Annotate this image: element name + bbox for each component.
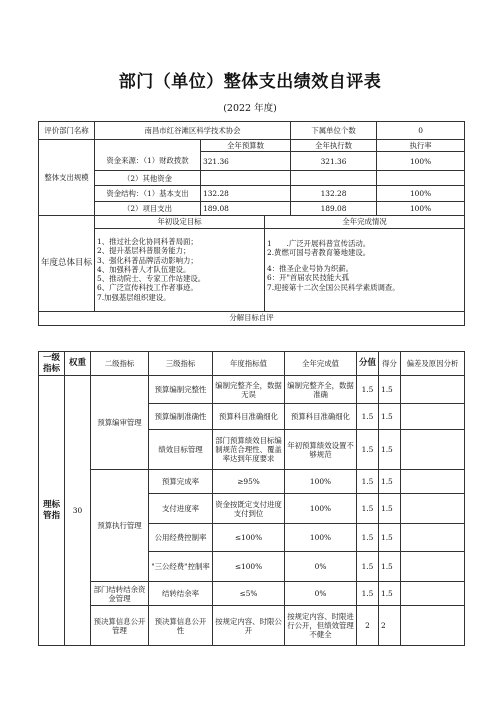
page-title: 部门（单位）整体支出绩效自评表 [118, 72, 382, 92]
l3-indicator: 支付进度率 [149, 494, 213, 524]
col-exec: 全年执行数 [291, 140, 377, 152]
planned-goal-item: 7.加强基层组织建设。 [97, 292, 171, 302]
col-actual: 全年完成情况 [265, 216, 465, 228]
actual-value: 年初预算绩效设置不够规范 [285, 430, 357, 470]
scale-budget: 321.36 [201, 152, 291, 171]
planned-goals [95, 228, 265, 311]
scale-row-label: 资金来源：（1）财政拨款 [95, 152, 201, 171]
col-rate: 执行率 [377, 140, 465, 152]
actual-goal-item: 7.迎接第十二次全国公民科学素质调查。 [267, 282, 400, 292]
header-weight: 权重 [65, 352, 91, 376]
got-value: 1.5 [379, 524, 401, 552]
reason-value [401, 404, 465, 430]
reason-value [401, 582, 465, 606]
header-l3: 三级指标 [149, 352, 213, 376]
score-value: 1.5 [357, 552, 379, 582]
dept-value: 南昌市红谷滩区科学技术协会 [95, 122, 291, 140]
l3-indicator: 预算编制准确性 [149, 404, 213, 430]
actual-goals [265, 228, 465, 311]
planned-goal-item: 6、广泛宣传科技工作者事迹。 [97, 283, 198, 293]
got-value: 1.5 [379, 582, 401, 606]
header-target: 年度指标值 [213, 352, 285, 376]
units-value: 0 [377, 122, 465, 140]
target-value: ≤100% [213, 524, 285, 552]
scale-budget [201, 171, 291, 186]
score-value: 1.5 [357, 430, 379, 470]
scale-header-blank [95, 140, 201, 152]
score-value: 1.5 [357, 524, 379, 552]
target-value: ≥95% [213, 470, 285, 494]
header-score: 分值 [357, 352, 379, 376]
actual-goal-item: 2.黄燃可国号者教育篓地建设。 [267, 247, 371, 257]
reason-value [401, 552, 465, 582]
target-value: ≤5% [213, 582, 285, 606]
scale-row-label: 资金结构：（1）基本支出 [95, 186, 201, 202]
scale-exec [291, 171, 377, 186]
scale-exec: 189.08 [291, 202, 377, 216]
actual-goal-item: 4：推圣企业号协为织薪。 [267, 264, 354, 273]
scale-rate [377, 171, 465, 186]
got-value: 1.5 [379, 470, 401, 494]
got-value: 1.5 [379, 430, 401, 470]
planned-goal-item: 1、推过社会化协同科普局面； [97, 237, 198, 247]
scale-section-label: 整体支出规模 [39, 140, 95, 216]
actual-value: 100% [285, 524, 357, 552]
scale-exec: 321.36 [291, 152, 377, 171]
actual-value: 0% [285, 552, 357, 582]
got-value: 1.5 [379, 376, 401, 404]
score-value: 1.5 [357, 470, 379, 494]
scale-row-label: （2）项目支出 [95, 202, 201, 216]
got-value: 2 [379, 606, 401, 646]
target-value: 编制完整齐全，数据无误 [213, 376, 285, 404]
planned-goal-item: 5、推动院士、专家工作站建设。 [97, 274, 206, 284]
l3-indicator: "三公经费"控制率 [149, 552, 213, 582]
col-planned: 年初设定目标 [95, 216, 265, 228]
indicator-table [38, 351, 465, 646]
actual-value: 预算科目准确细化 [285, 404, 357, 430]
target-value: 预算科目准确细化 [213, 404, 285, 430]
score-value: 1.5 [357, 494, 379, 524]
group-carryover: 部门结转结余资金管理 [91, 582, 149, 606]
got-value: 1.5 [379, 494, 401, 524]
target-value: 资金按既定支付进度支付到位 [213, 494, 285, 524]
col-budget: 全年预算数 [201, 140, 291, 152]
units-label: 下属单位个数 [291, 122, 377, 140]
scale-rate: 100% [377, 152, 465, 171]
score-value: 1.5 [357, 582, 379, 606]
header-actual: 全年完成值 [285, 352, 357, 376]
breakdown-title: 分解目标自评 [39, 311, 465, 325]
l3-indicator: 预算编制完整性 [149, 376, 213, 404]
target-value: 按规定内容、时限公开 [213, 606, 285, 646]
l3-indicator: 绩效目标管理 [149, 430, 213, 470]
scale-rate: 100% [377, 202, 465, 216]
actual-value: 100% [285, 470, 357, 494]
target-value: ≤100% [213, 552, 285, 582]
scale-budget: 132.28 [201, 186, 291, 202]
l1-value: 理标管指 [39, 376, 65, 646]
header-got: 得分 [379, 352, 401, 376]
got-value: 1.5 [379, 552, 401, 582]
header-reason: 偏差及原因分析 [401, 352, 465, 376]
header-l1: 一级指标 [39, 352, 65, 376]
actual-value: 编制完整齐全，数据准确 [285, 376, 357, 404]
weight-value: 30 [65, 376, 91, 646]
l3-indicator: 公用经费控制率 [149, 524, 213, 552]
reason-value [401, 376, 465, 404]
reason-value [401, 606, 465, 646]
planned-goal-item: 2、提升基层科普服务能力； [97, 246, 191, 256]
group-budget-review: 预算编审管理 [91, 376, 149, 470]
reason-value [401, 430, 465, 470]
scale-exec: 132.28 [291, 186, 377, 202]
group-budget-execution: 预算执行管理 [91, 470, 149, 582]
got-value: 1.5 [379, 404, 401, 430]
score-value: 1.5 [357, 404, 379, 430]
reason-value [401, 494, 465, 524]
actual-value: 按规定内容、时限进行公开，但绩效管理不健全 [285, 606, 357, 646]
goals-section-label: 年度总体目标 [39, 216, 95, 311]
actual-value: 100% [285, 494, 357, 524]
dept-label: 评价部门名称 [39, 122, 95, 140]
actual-goal-item: 6：开"首届农民技能大孤 [267, 273, 350, 283]
score-value: 2 [357, 606, 379, 646]
scale-budget: 189.08 [201, 202, 291, 216]
actual-goal-item: 1 .广泛开展科普宣传活动。 [267, 238, 371, 248]
reason-value [401, 524, 465, 552]
reason-value [401, 470, 465, 494]
target-value: 部门预算绩效目标编制规范合理性、覆盖率达到年度要求 [213, 430, 285, 470]
actual-value: 0% [285, 582, 357, 606]
score-value: 1.5 [357, 376, 379, 404]
group-disclosure: 预决算信息公开管理 [91, 606, 149, 646]
l3-indicator: 结转结余率 [149, 582, 213, 606]
actual-goal-item [267, 257, 462, 264]
summary-table [38, 121, 465, 326]
report-year: (2022 年度) [223, 103, 277, 114]
planned-goal-item: 4、加强科普人才队伍建设。 [97, 264, 191, 274]
planned-goal-item: 3、强化科普品牌活动影响力； [97, 255, 198, 265]
header-l2: 二级指标 [91, 352, 149, 376]
l3-indicator: 预决算信息公开性 [149, 606, 213, 646]
l3-indicator: 预算完成率 [149, 470, 213, 494]
scale-row-label: （2）其他资金 [95, 171, 201, 186]
scale-rate: 100% [377, 186, 465, 202]
